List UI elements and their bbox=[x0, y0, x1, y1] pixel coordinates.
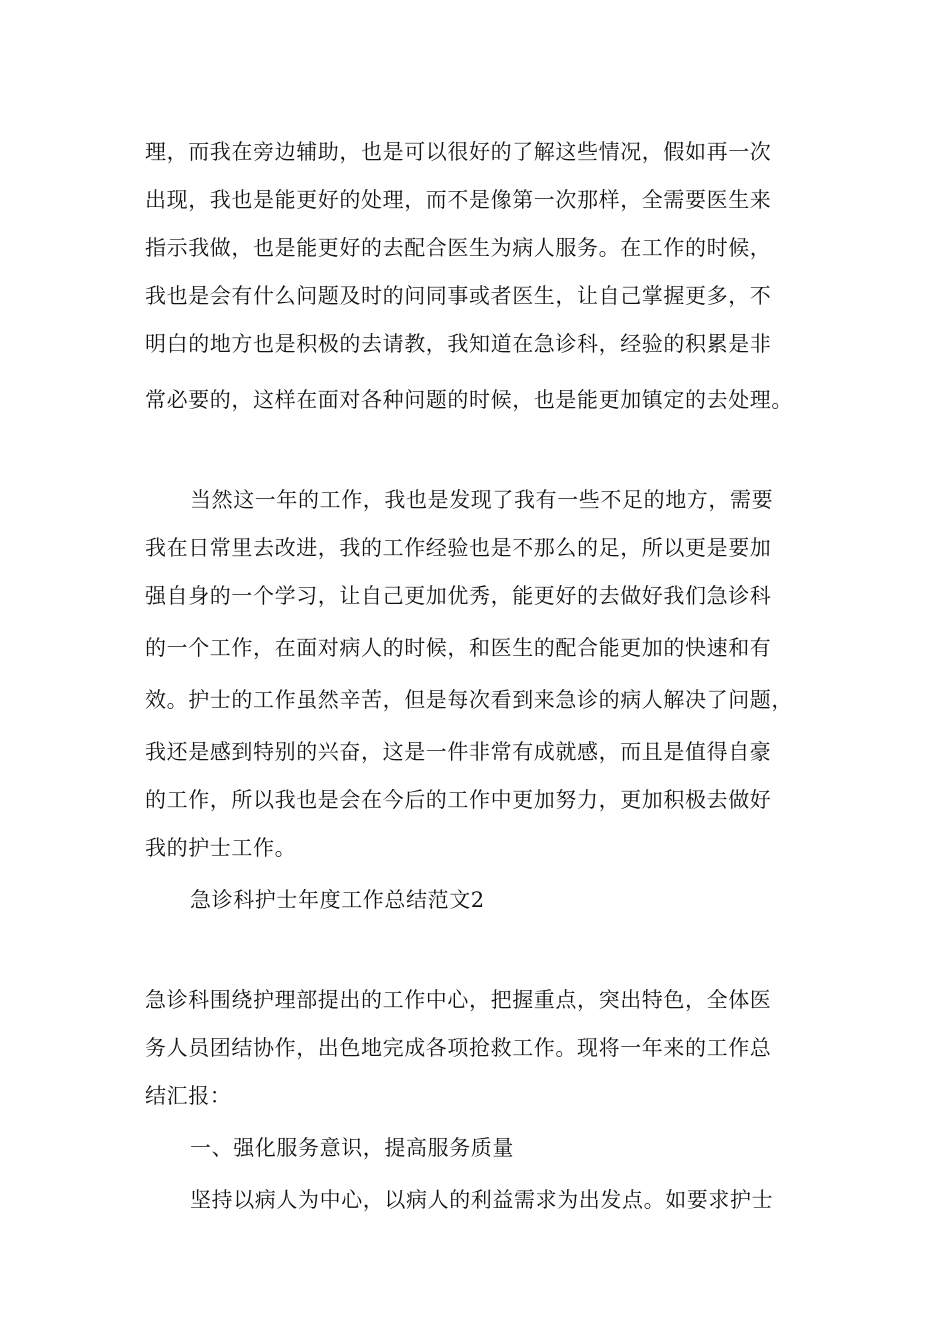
subsection-title: 一、强化服务意识，提高服务质量 bbox=[190, 1136, 514, 1160]
paragraph-2-line: 我在日常里去改进，我的工作经验也是不那么的足，所以更是要加 bbox=[145, 536, 772, 560]
section-heading: 急诊科护士年度工作总结范文2 bbox=[190, 888, 485, 912]
paragraph-2-line: 我还是感到特别的兴奋，这是一件非常有成就感，而且是值得自豪 bbox=[145, 740, 772, 764]
paragraph-4-line: 坚持以病人为中心，以病人的利益需求为出发点。如要求护士 bbox=[190, 1188, 774, 1212]
paragraph-3-line: 务人员团结协作，出色地完成各项抢救工作。现将一年来的工作总 bbox=[145, 1036, 772, 1060]
paragraph-1-line: 常必要的，这样在面对各种问题的时候，也是能更加镇定的去处理。 bbox=[145, 388, 793, 412]
paragraph-2-line: 的一个工作，在面对病人的时候，和医生的配合能更加的快速和有 bbox=[145, 636, 772, 660]
paragraph-2-line: 强自身的一个学习，让自己更加优秀，能更好的去做好我们急诊科 bbox=[145, 584, 772, 608]
paragraph-3-line: 急诊科围绕护理部提出的工作中心，把握重点，突出特色，全体医 bbox=[145, 988, 772, 1012]
paragraph-2-line: 当然这一年的工作，我也是发现了我有一些不足的地方，需要 bbox=[190, 488, 774, 512]
paragraph-1-line: 明白的地方也是积极的去请教，我知道在急诊科，经验的积累是非 bbox=[145, 332, 772, 356]
paragraph-1-line: 出现，我也是能更好的处理，而不是像第一次那样，全需要医生来 bbox=[145, 188, 772, 212]
paragraph-1-line: 理，而我在旁边辅助，也是可以很好的了解这些情况，假如再一次 bbox=[145, 140, 772, 164]
paragraph-2-line: 的工作，所以我也是会在今后的工作中更加努力，更加积极去做好 bbox=[145, 788, 772, 812]
paragraph-2-line: 我的护士工作。 bbox=[145, 836, 297, 860]
paragraph-1-line: 指示我做，也是能更好的去配合医生为病人服务。在工作的时候， bbox=[145, 236, 772, 260]
paragraph-3-line: 结汇报： bbox=[145, 1084, 232, 1108]
paragraph-1-line: 我也是会有什么问题及时的问同事或者医生，让自己掌握更多，不 bbox=[145, 284, 772, 308]
paragraph-2-line: 效。护士的工作虽然辛苦，但是每次看到来急诊的病人解决了问题， bbox=[145, 688, 793, 712]
